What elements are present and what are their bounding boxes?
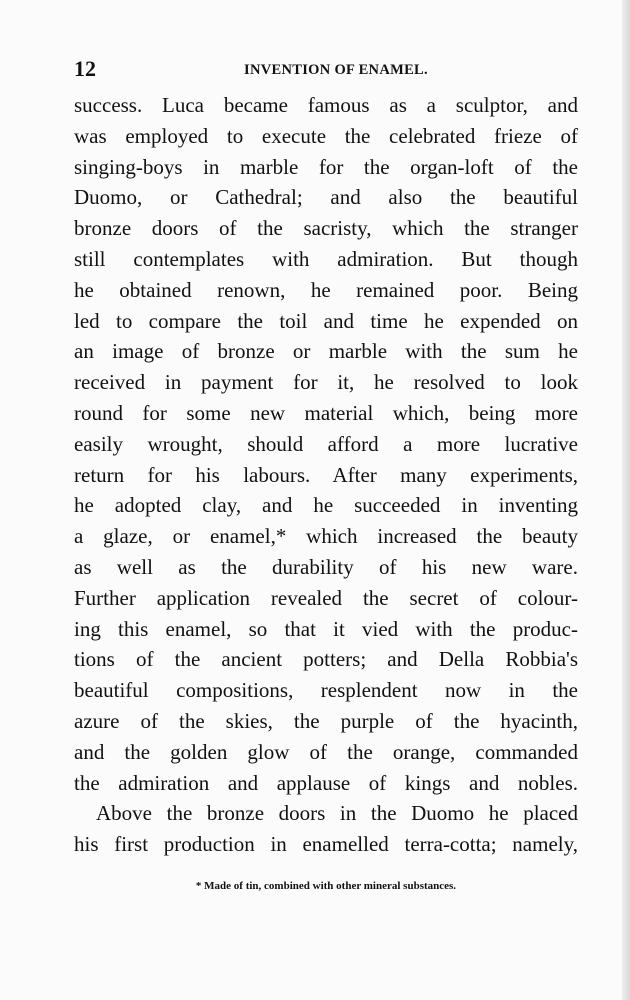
footnote: * Made of tin, combined with other mineral substances. [195, 880, 457, 892]
text-line: Duomo, or Cathedral; and also the beautiful [74, 185, 578, 210]
text-line: Further application revealed the secret of colour- [74, 585, 578, 610]
text-line: received in payment for it, he resolved to look [74, 370, 578, 395]
text-line: bronze doors of the sacristy, which the stranger [74, 216, 578, 241]
text-line: he obtained renown, he remained poor. Being [74, 277, 578, 302]
page-number: 12 [74, 56, 96, 81]
text-line: an image of bronze or marble with the sum he [74, 339, 578, 364]
text-line: round for some new material which, being more [74, 400, 578, 425]
text-line: the admiration and applause of kings and nobles. [74, 770, 578, 795]
text-line: singing-boys in marble for the organ-loft of the [74, 154, 578, 179]
text-line: tions of the ancient potters; and Della Robbia's [74, 647, 578, 672]
body-text [74, 90, 578, 860]
text-line: Above the bronze doors in the Duomo he placed [96, 801, 578, 826]
text-line: as well as the durability of his new ware. [74, 554, 578, 579]
running-head: INVENTION OF ENAMEL. [244, 62, 428, 78]
page-edge-shadow [622, 0, 630, 1000]
text-line: and the golden glow of the orange, commanded [74, 739, 578, 764]
text-line: success. Luca became famous as a sculptor, and [74, 93, 578, 117]
text-line: was employed to execute the celebrated frieze of [74, 123, 578, 148]
text-line: azure of the skies, the purple of the hyacinth, [74, 708, 578, 733]
text-line: a glaze, or enamel,* which increased the beauty [74, 524, 578, 549]
text-line: return for his labours. After many experiments, [74, 462, 578, 487]
text-line: ing this enamel, so that it vied with the produc- [74, 616, 578, 641]
text-line: beautiful compositions, resplendent now in the [74, 678, 578, 703]
text-line: led to compare the toil and time he expended on [74, 308, 578, 333]
text-line: easily wrought, should afford a more lucrative [74, 431, 578, 456]
text-line: still contemplates with admiration. But though [74, 246, 578, 271]
text-line: he adopted clay, and he succeeded in inventing [74, 493, 578, 518]
text-line: his first production in enamelled terra-cotta; namely, [74, 832, 578, 857]
